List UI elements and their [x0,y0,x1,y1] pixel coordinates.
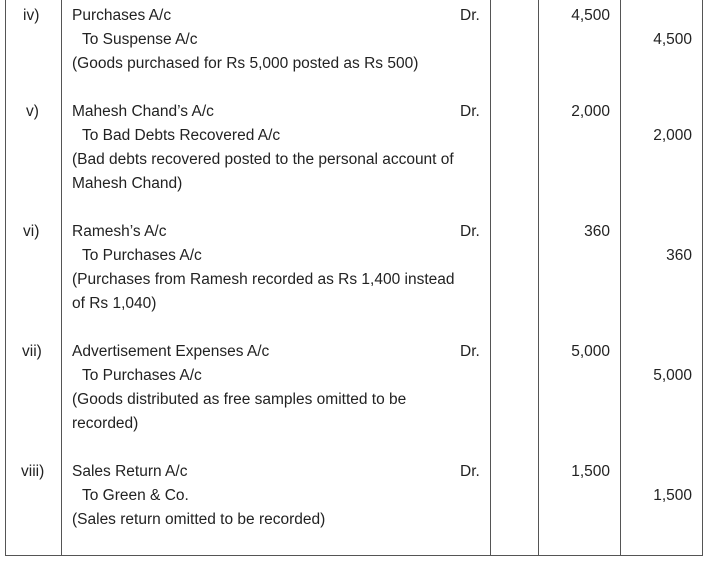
dr-label: Dr. [460,103,480,120]
dr-label: Dr. [460,463,480,480]
debit-account: Sales Return A/c [72,463,188,480]
credit-amount: 4,500 [653,31,692,48]
credit-amount: 2,000 [653,127,692,144]
debit-account: Ramesh’s A/c [72,223,167,240]
narration-line: (Bad debts recovered posted to the personal account of [72,151,454,168]
credit-account: To Purchases A/c [82,367,202,384]
narration-line: (Goods distributed as free samples omitted to be [72,391,407,408]
debit-account: Mahesh Chand’s A/c [72,103,214,120]
debit-amount: 5,000 [571,343,610,360]
table-border-bottom [5,555,703,556]
debit-amount: 2,000 [571,103,610,120]
narration-line: recorded) [72,415,139,432]
credit-amount: 360 [666,247,692,264]
table-border-right [702,0,703,556]
debit-amount: 360 [584,223,610,240]
entry-number: vii) [22,343,42,360]
dr-label: Dr. [460,223,480,240]
entry-number: vi) [23,223,40,240]
credit-account: To Bad Debts Recovered A/c [82,127,281,144]
narration-line: (Purchases from Ramesh recorded as Rs 1,400 instead [72,271,455,288]
narration-line: (Goods purchased for Rs 5,000 posted as Rs 500) [72,55,419,72]
narration-line: (Sales return omitted to be recorded) [72,511,326,528]
credit-amount: 1,500 [653,487,692,504]
dr-label: Dr. [460,7,480,24]
table-border-left [5,0,6,556]
column-divider-debit [620,0,621,556]
entry-number: v) [26,103,39,120]
entry-number: viii) [21,463,45,480]
entry-number: iv) [23,7,40,24]
credit-account: To Purchases A/c [82,247,202,264]
credit-account: To Suspense A/c [82,31,198,48]
debit-amount: 1,500 [571,463,610,480]
debit-account: Purchases A/c [72,7,172,24]
narration-line: Mahesh Chand) [72,175,183,192]
column-divider-lf-right [538,0,539,556]
debit-amount: 4,500 [571,7,610,24]
narration-line: of Rs 1,040) [72,295,157,312]
column-divider-lf-left [490,0,491,556]
credit-amount: 5,000 [653,367,692,384]
dr-label: Dr. [460,343,480,360]
debit-account: Advertisement Expenses A/c [72,343,270,360]
credit-account: To Green & Co. [82,487,189,504]
column-divider-particulars [61,0,62,556]
